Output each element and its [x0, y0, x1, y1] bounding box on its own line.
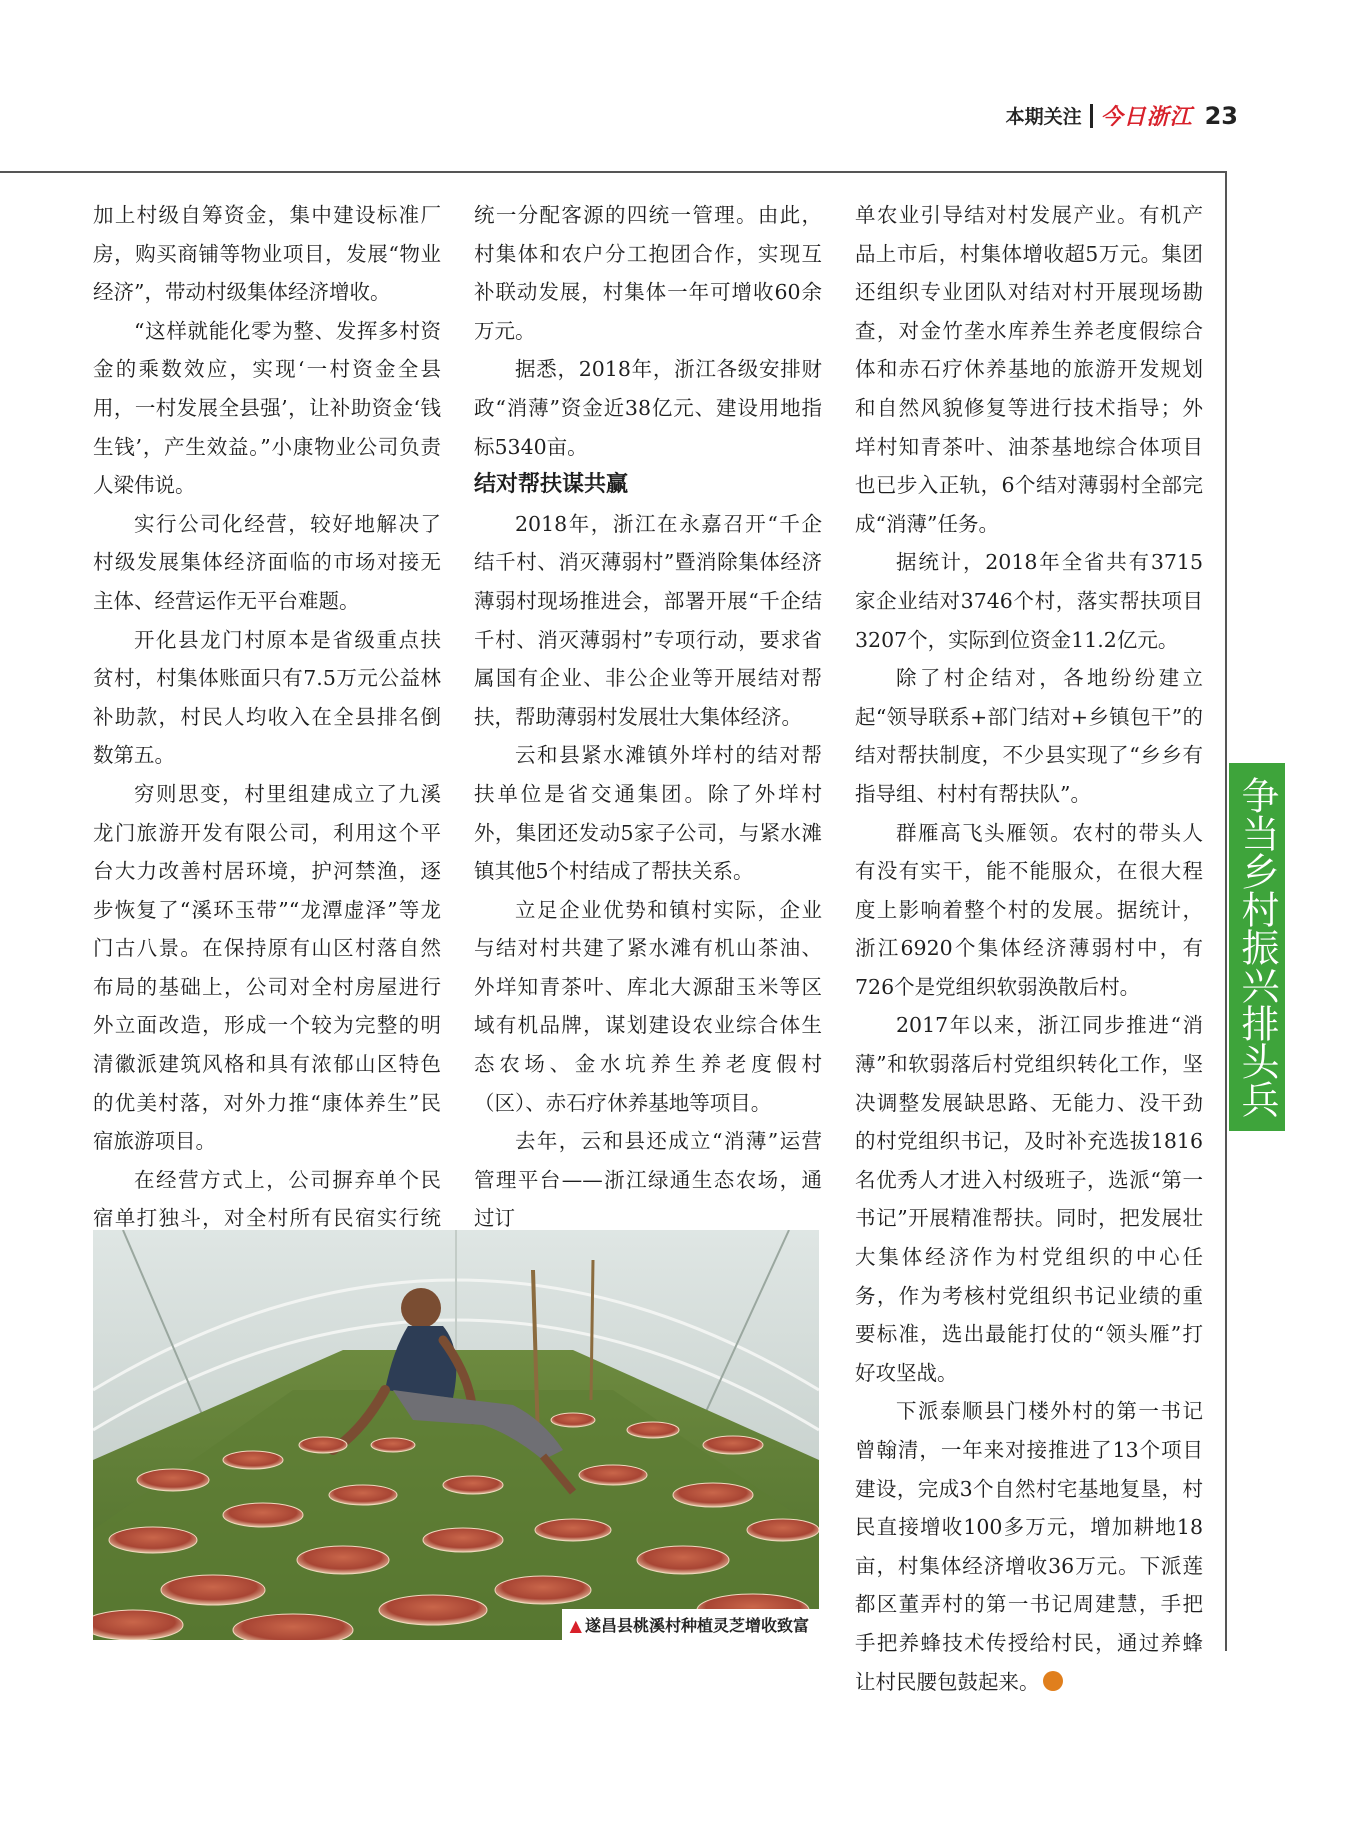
- paragraph: 统一分配客源的四统一管理。由此，村集体和农户分工抱团合作，实现互补联动发展，村集体一年可增收60余万元。: [474, 203, 822, 343]
- paragraph: 在经营方式上，公司摒弃单个民宿单打独斗，对全村所有民宿实行统: [93, 1167, 441, 1231]
- paragraph: 去年，云和县还成立“消薄”运营管理平台——浙江绿通生态农场，通过订: [474, 1129, 822, 1231]
- greenhouse-lingzhi-photo: [93, 1230, 819, 1640]
- caption-triangle-icon: ▲: [569, 1616, 582, 1635]
- right-rule: [1225, 171, 1227, 1651]
- article-column-3: [855, 196, 1203, 1701]
- paragraph: 穷则思变，村里组建成立了九溪龙门旅游开发有限公司，利用这个平台大力改善村居环境，护河禁渔，逐步恢复了“溪环玉带”“龙潭虚泽”等龙门古八景。在保持原有山区村落自然布局的基础上，公司对全村房屋进行外立面改造，形成一个较为完整的明清徽派建筑风格和具有浓郁山区特色的优美村落，对外力推“康体养生”民宿旅游项目。: [93, 781, 441, 1154]
- paragraph: 群雁高飞头雁领。农村的带头人有没有实干，能不能服众，在很大程度上影响着整个村的发展。据统计，浙江6920个集体经济薄弱村中，有726个是党组织软弱涣散后村。: [855, 820, 1203, 999]
- paragraph: [855, 1392, 1203, 1701]
- paragraph: 单农业引导结对村发展产业。有机产品上市后，村集体增收超5万元。集团还组织专业团队对结对村开展现场勘查，对金竹垄水库养生养老度假综合体和赤石疗休养基地的旅游开发规划和自然风貌修复等进行技术指导；外垟村知青茶叶、油茶基地综合体项目也已步入正轨，6个结对薄弱村全部完成“消薄”任务。: [855, 203, 1203, 536]
- side-tab-label: 争当乡村振兴排头兵: [1235, 776, 1279, 1118]
- end-mark-icon: [1043, 1671, 1063, 1691]
- paragraph: “这样就能化零为整、发挥多村资金的乘数效应，实现‘一村资金全县用，一村发展全县强’，让补助资金‘钱生钱’，产生效益。”小康物业公司负责人梁伟说。: [93, 318, 441, 498]
- paragraph: 开化县龙门村原本是省级重点扶贫村，村集体账面只有7.5万元公益林补助款，村民人均收入在全县排名倒数第五。: [93, 627, 441, 768]
- paragraph: 2018年，浙江在永嘉召开“千企结千村、消灭薄弱村”暨消除集体经济薄弱村现场推进会，部署开展“千企结千村、消灭薄弱村”专项行动，要求省属国有企业、非公企业等开展结对帮扶，帮助薄弱村发展壮大集体经济。: [474, 511, 822, 729]
- paragraph: 除了村企结对，各地纷纷建立起“领导联系+部门结对+乡镇包干”的结对帮扶制度，不少县实现了“乡乡有指导组、村村有帮扶队”。: [855, 666, 1203, 806]
- section-subheading: 结对帮扶谋共赢: [474, 472, 629, 498]
- magazine-logo: 今日浙江: [1100, 104, 1193, 130]
- paragraph: 据统计，2018年全省共有3715家企业结对3746个村，落实帮扶项目3207个，实际到位资金11.2亿元。: [855, 550, 1203, 652]
- section-label: 本期关注: [1005, 106, 1082, 128]
- article-photo: [93, 1230, 819, 1640]
- paragraph: 加上村级自筹资金，集中建设标准厂房，购买商铺等物业项目，发展“物业经济”，带动村级集体经济增收。: [93, 203, 441, 305]
- paragraph: 立足企业优势和镇村实际，企业与结对村共建了紧水滩有机山茶油、外垟知青茶叶、库北大源甜玉米等区域有机品牌，谋划建设农业综合体生态农场、金水坑养生养老度假村（区）、赤石疗休养基地等项目。: [474, 897, 822, 1115]
- final-paragraph-text: 下派泰顺县门楼外村的第一书记曾翰清，一年来对接推进了13个项目建设，完成3个自然村宅基地复垦，村民直接增收100多万元，增加耕地18亩，村集体经济增收36万元。下派莲都区董弄村的第一书记周建慧，手把手把养蜂技术传授给村民，通过养蜂让村民腰包鼓起来。: [855, 1399, 1203, 1694]
- article-column-1: [93, 196, 441, 1315]
- page-number: 23: [1204, 101, 1238, 130]
- header-divider: [1090, 104, 1093, 128]
- paragraph: 2017年以来，浙江同步推进“消薄”和软弱落后村党组织转化工作，坚决调整发展缺思路、无能力、没干劲的村党组织书记，及时补充选拔1816名优秀人才进入村级班子，选派“第一书记”开展精准帮扶。同时，把发展壮大集体经济作为村党组织的中心任务，作为考核村党组织书记业绩的重要标准，选出最能打仗的“领头雁”打好攻坚战。: [855, 1013, 1203, 1385]
- photo-caption: [562, 1609, 819, 1640]
- paragraph: 实行公司化经营，较好地解决了村级发展集体经济面临的市场对接无主体、经营运作无平台难题。: [93, 511, 441, 613]
- paragraph: 云和县紧水滩镇外垟村的结对帮扶单位是省交通集团。除了外垟村外，集团还发动5家子公司，与紧水滩镇其他5个村结成了帮扶关系。: [474, 743, 822, 884]
- top-rule: [0, 171, 1226, 173]
- caption-text: 遂昌县桃溪村种植灵芝增收致富: [584, 1616, 809, 1635]
- page-header: [1006, 100, 1238, 131]
- side-section-tab: [1229, 763, 1285, 1131]
- paragraph: 据悉，2018年，浙江各级安排财政“消薄”资金近38亿元、建设用地指标5340亩。: [474, 357, 822, 459]
- article-column-2: [474, 196, 822, 1238]
